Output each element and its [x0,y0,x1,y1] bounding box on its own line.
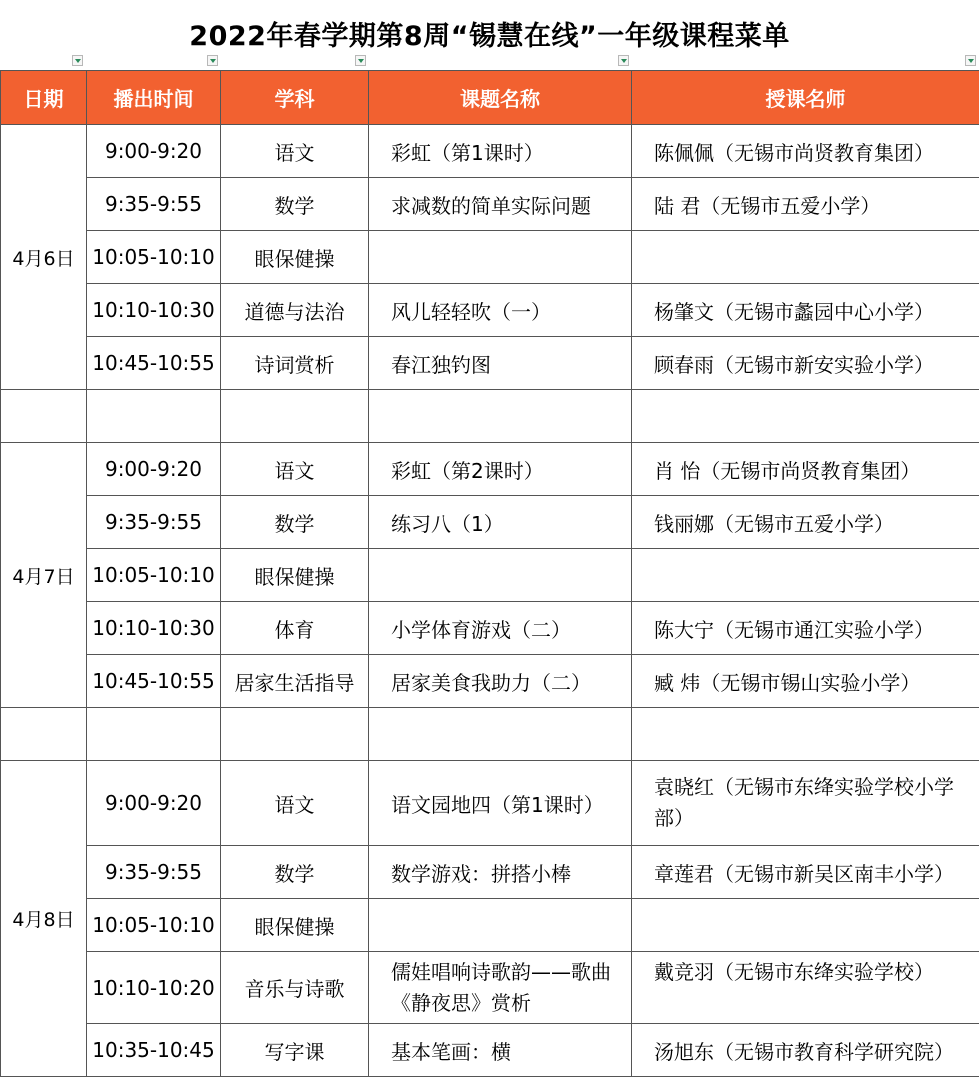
teacher-cell[interactable]: 臧 炜（无锡市锡山实验小学） [632,655,979,708]
blank-row [1,390,979,443]
teacher-cell[interactable]: 杨肇文（无锡市蠡园中心小学） [632,284,979,337]
blank-cell[interactable] [1,390,87,443]
teacher-cell[interactable]: 戴竞羽（无锡市东绛实验学校） [632,952,979,1024]
topic-cell[interactable] [369,549,632,602]
topic-cell[interactable]: 求减数的简单实际问题 [369,178,632,231]
topic-cell[interactable]: 居家美食我助力（二） [369,655,632,708]
time-cell[interactable]: 10:35-10:45 [87,1024,221,1077]
topic-cell[interactable]: 风儿轻轻吹（一） [369,284,632,337]
topic-cell[interactable] [369,231,632,284]
time-cell[interactable]: 10:10-10:30 [87,284,221,337]
time-cell[interactable]: 10:05-10:10 [87,231,221,284]
topic-cell[interactable]: 彩虹（第1课时） [369,125,632,178]
blank-cell[interactable] [87,708,221,761]
time-cell[interactable]: 9:00-9:20 [87,761,221,846]
date-cell[interactable]: 4月7日 [1,443,87,708]
subject-cell[interactable]: 眼保健操 [221,899,369,952]
teacher-cell[interactable]: 陈佩佩（无锡市尚贤教育集团） [632,125,979,178]
teacher-cell[interactable]: 汤旭东（无锡市教育科学研究院） [632,1024,979,1077]
table-row [1,337,979,390]
blank-cell[interactable] [632,390,979,443]
header-cell-teacher[interactable]: 授课名师 [632,71,979,125]
table-row [1,443,979,496]
teacher-cell[interactable]: 陆 君（无锡市五爱小学） [632,178,979,231]
filter-dropdown-icon[interactable] [207,55,218,66]
blank-row [1,708,979,761]
teacher-cell[interactable] [632,231,979,284]
blank-cell[interactable] [87,390,221,443]
teacher-cell[interactable]: 陈大宁（无锡市通江实验小学） [632,602,979,655]
teacher-cell[interactable]: 肖 怡（无锡市尚贤教育集团） [632,443,979,496]
table-row [1,231,979,284]
topic-cell[interactable] [369,899,632,952]
time-cell[interactable]: 9:35-9:55 [87,846,221,899]
header-cell-time[interactable]: 播出时间 [87,71,221,125]
table-row [1,761,979,846]
table-row [1,284,979,337]
topic-cell[interactable]: 练习八（1） [369,496,632,549]
subject-cell[interactable]: 道德与法治 [221,284,369,337]
subject-cell[interactable]: 体育 [221,602,369,655]
topic-cell[interactable]: 语文园地四（第1课时） [369,761,632,846]
time-cell[interactable]: 10:10-10:20 [87,952,221,1024]
table-row [1,125,979,178]
time-cell[interactable]: 9:00-9:20 [87,125,221,178]
filter-dropdown-icon[interactable] [72,55,83,66]
time-cell[interactable]: 10:45-10:55 [87,337,221,390]
topic-cell[interactable]: 春江独钓图 [369,337,632,390]
time-cell[interactable]: 9:35-9:55 [87,496,221,549]
teacher-cell[interactable] [632,549,979,602]
table-row [1,846,979,899]
subject-cell[interactable]: 语文 [221,443,369,496]
time-cell[interactable]: 9:35-9:55 [87,178,221,231]
subject-cell[interactable]: 居家生活指导 [221,655,369,708]
subject-cell[interactable]: 眼保健操 [221,231,369,284]
subject-cell[interactable]: 数学 [221,496,369,549]
filter-dropdown-icon[interactable] [355,55,366,66]
header-row [1,71,979,125]
time-cell[interactable]: 9:00-9:20 [87,443,221,496]
table-row [1,655,979,708]
table-row [1,602,979,655]
date-cell[interactable]: 4月8日 [1,761,87,1077]
page-title: 2022年春学期第8周“锡慧在线”一年级课程菜单 [0,14,979,53]
blank-cell[interactable] [221,390,369,443]
filter-dropdown-icon[interactable] [965,55,976,66]
schedule-table [0,70,979,1077]
filter-dropdown-icon[interactable] [618,55,629,66]
blank-cell[interactable] [632,708,979,761]
blank-cell[interactable] [369,708,632,761]
table-row [1,1024,979,1077]
subject-cell[interactable]: 眼保健操 [221,549,369,602]
blank-cell[interactable] [221,708,369,761]
subject-cell[interactable]: 数学 [221,846,369,899]
header-cell-date[interactable]: 日期 [1,71,87,125]
header-cell-subject[interactable]: 学科 [221,71,369,125]
subject-cell[interactable]: 音乐与诗歌 [221,952,369,1024]
time-cell[interactable]: 10:45-10:55 [87,655,221,708]
time-cell[interactable]: 10:05-10:10 [87,549,221,602]
teacher-cell[interactable]: 顾春雨（无锡市新安实验小学） [632,337,979,390]
subject-cell[interactable]: 语文 [221,125,369,178]
topic-cell[interactable]: 小学体育游戏（二） [369,602,632,655]
topic-cell[interactable]: 基本笔画：横 [369,1024,632,1077]
blank-cell[interactable] [369,390,632,443]
subject-cell[interactable]: 数学 [221,178,369,231]
time-cell[interactable]: 10:10-10:30 [87,602,221,655]
table-row [1,178,979,231]
subject-cell[interactable]: 诗词赏析 [221,337,369,390]
teacher-cell[interactable]: 袁晓红（无锡市东绛实验学校小学部） [632,761,979,846]
table-row [1,549,979,602]
table-row [1,899,979,952]
topic-cell[interactable]: 数学游戏：拼搭小棒 [369,846,632,899]
teacher-cell[interactable]: 章莲君（无锡市新吴区南丰小学） [632,846,979,899]
topic-cell[interactable]: 彩虹（第2课时） [369,443,632,496]
date-cell[interactable]: 4月6日 [1,125,87,390]
teacher-cell[interactable] [632,899,979,952]
subject-cell[interactable]: 语文 [221,761,369,846]
teacher-cell[interactable]: 钱丽娜（无锡市五爱小学） [632,496,979,549]
header-cell-topic[interactable]: 课题名称 [369,71,632,125]
subject-cell[interactable]: 写字课 [221,1024,369,1077]
blank-cell[interactable] [1,708,87,761]
filter-row [0,55,979,69]
table-row [1,496,979,549]
time-cell[interactable]: 10:05-10:10 [87,899,221,952]
topic-cell[interactable]: 儒娃唱响诗歌韵——歌曲《静夜思》赏析 [369,952,632,1024]
table-row [1,952,979,1024]
